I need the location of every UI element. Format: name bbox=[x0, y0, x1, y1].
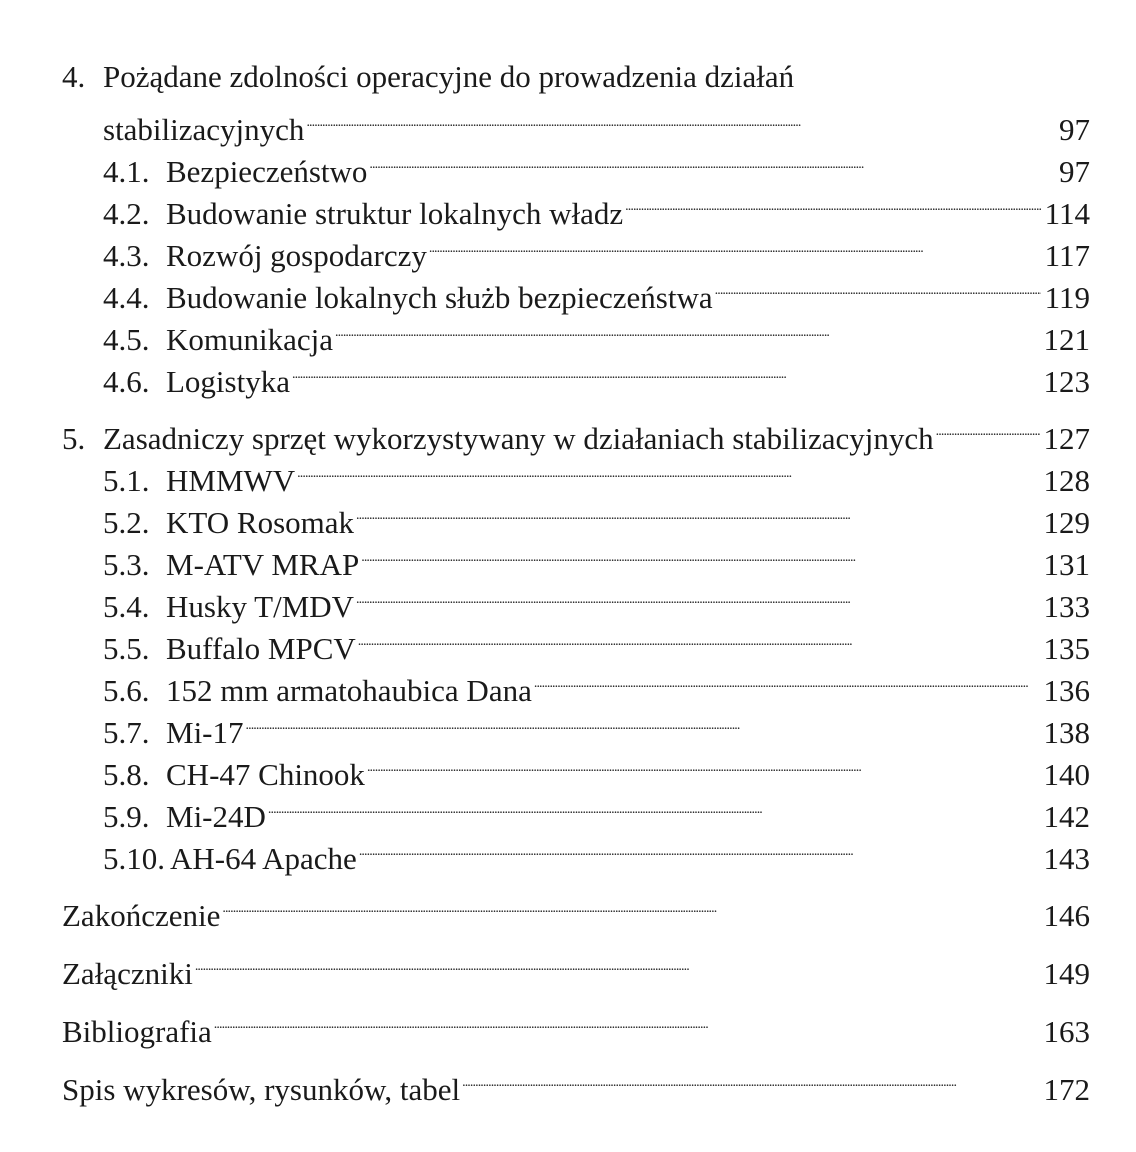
toc-page-number: 127 bbox=[1043, 421, 1090, 456]
toc-page-number: 131 bbox=[1043, 547, 1090, 582]
dot-leader bbox=[429, 224, 1041, 266]
dot-leader bbox=[335, 308, 1039, 350]
toc-title: CH-47 Chinook bbox=[166, 757, 365, 792]
toc-number: 5.1. bbox=[103, 463, 150, 498]
toc-title: HMMWV bbox=[166, 463, 296, 498]
toc-page-number: 117 bbox=[1044, 238, 1090, 273]
dot-leader bbox=[462, 1058, 1039, 1100]
toc-chapter-4-heading bbox=[62, 56, 1090, 98]
toc-title: Rozwój gospodarczy bbox=[166, 238, 427, 273]
dot-leader bbox=[306, 98, 1042, 140]
dot-leader bbox=[268, 785, 1040, 827]
toc-entry[interactable] bbox=[62, 942, 1090, 991]
toc-number: 4. bbox=[62, 59, 86, 94]
dot-leader bbox=[361, 533, 1039, 575]
toc-number: 5.5. bbox=[103, 631, 150, 666]
dot-leader bbox=[358, 617, 1040, 659]
table-of-contents bbox=[62, 56, 1090, 1107]
toc-number: 5. bbox=[62, 421, 86, 456]
toc-page-number: 97 bbox=[1059, 112, 1090, 147]
dot-leader bbox=[356, 491, 1039, 533]
toc-title: Bezpieczeństwo bbox=[166, 154, 368, 189]
toc-entry[interactable] bbox=[62, 98, 1090, 147]
toc-number: 4.2. bbox=[103, 196, 150, 231]
dot-leader bbox=[292, 350, 1040, 392]
toc-page-number: 133 bbox=[1043, 589, 1090, 624]
toc-page-number: 146 bbox=[1043, 898, 1090, 933]
dot-leader bbox=[625, 182, 1040, 224]
toc-title: Budowanie struktur lokalnych władz bbox=[166, 196, 624, 231]
toc-number: 5.7. bbox=[103, 715, 150, 750]
toc-title: Spis wykresów, rysunków, tabel bbox=[62, 1072, 461, 1107]
toc-number: 5.9. bbox=[103, 799, 150, 834]
dot-leader bbox=[195, 942, 1040, 984]
dot-leader bbox=[367, 743, 1040, 785]
toc-title: KTO Rosomak bbox=[166, 505, 355, 540]
toc-title: AH-64 Apache bbox=[170, 841, 357, 876]
toc-title: stabilizacyjnych bbox=[103, 112, 305, 147]
toc-page-number: 114 bbox=[1044, 196, 1090, 231]
toc-title: Budowanie lokalnych służb bezpieczeństwa bbox=[166, 280, 713, 315]
toc-entry[interactable] bbox=[62, 1000, 1090, 1049]
dot-leader bbox=[534, 659, 1040, 701]
toc-page-number: 149 bbox=[1043, 956, 1090, 991]
toc-number: 5.6. bbox=[103, 673, 150, 708]
dot-leader bbox=[936, 407, 1040, 449]
toc-page-number: 172 bbox=[1043, 1072, 1090, 1107]
toc-number: 4.6. bbox=[103, 364, 150, 399]
toc-number: 5.4. bbox=[103, 589, 150, 624]
toc-title: Husky T/MDV bbox=[166, 589, 355, 624]
dot-leader bbox=[359, 827, 1040, 869]
toc-title: Bibliografia bbox=[62, 1014, 212, 1049]
toc-number: 5.8. bbox=[103, 757, 150, 792]
dot-leader bbox=[214, 1000, 1040, 1042]
toc-entry[interactable] bbox=[62, 1058, 1090, 1107]
toc-number: 4.1. bbox=[103, 154, 150, 189]
toc-title: Zasadniczy sprzęt wykorzystywany w działaniach stabilizacyjnych bbox=[103, 421, 934, 456]
toc-page-number: 135 bbox=[1043, 631, 1090, 666]
toc-title: 152 mm armatohaubica Dana bbox=[166, 673, 532, 708]
toc-page-number: 123 bbox=[1043, 364, 1090, 399]
dot-leader bbox=[297, 449, 1039, 491]
dot-leader bbox=[356, 575, 1039, 617]
toc-title: M-ATV MRAP bbox=[166, 547, 360, 582]
toc-page-number: 143 bbox=[1043, 841, 1090, 876]
toc-page-number: 136 bbox=[1043, 673, 1090, 708]
toc-number: 5.3. bbox=[103, 547, 150, 582]
toc-number: 4.5. bbox=[103, 322, 150, 357]
toc-number: 5.2. bbox=[103, 505, 150, 540]
toc-page-number: 163 bbox=[1043, 1014, 1090, 1049]
toc-page-number: 97 bbox=[1059, 154, 1090, 189]
toc-number: 4.4. bbox=[103, 280, 150, 315]
toc-title: Logistyka bbox=[166, 364, 290, 399]
toc-page-number: 142 bbox=[1043, 799, 1090, 834]
toc-number: 4.3. bbox=[103, 238, 150, 273]
toc-page-number: 119 bbox=[1044, 280, 1090, 315]
toc-page-number: 140 bbox=[1043, 757, 1090, 792]
dot-leader bbox=[369, 140, 1042, 182]
toc-title: Mi-24D bbox=[166, 799, 266, 834]
toc-title: Komunikacja bbox=[166, 322, 334, 357]
toc-title: Buffalo MPCV bbox=[166, 631, 356, 666]
toc-entry[interactable] bbox=[62, 884, 1090, 933]
toc-page-number: 128 bbox=[1043, 463, 1090, 498]
toc-title: Pożądane zdolności operacyjne do prowadzenia działań bbox=[103, 59, 795, 94]
dot-leader bbox=[222, 884, 1039, 926]
toc-page-number: 138 bbox=[1043, 715, 1090, 750]
dot-leader bbox=[246, 701, 1040, 743]
toc-entry[interactable] bbox=[62, 407, 1090, 456]
toc-title: Zakończenie bbox=[62, 898, 221, 933]
toc-title: Mi-17 bbox=[166, 715, 244, 750]
toc-page-number: 121 bbox=[1043, 322, 1090, 357]
dot-leader bbox=[715, 266, 1041, 308]
toc-page-number: 129 bbox=[1043, 505, 1090, 540]
toc-title: Załączniki bbox=[62, 956, 193, 991]
toc-number: 5.10. bbox=[103, 841, 165, 876]
